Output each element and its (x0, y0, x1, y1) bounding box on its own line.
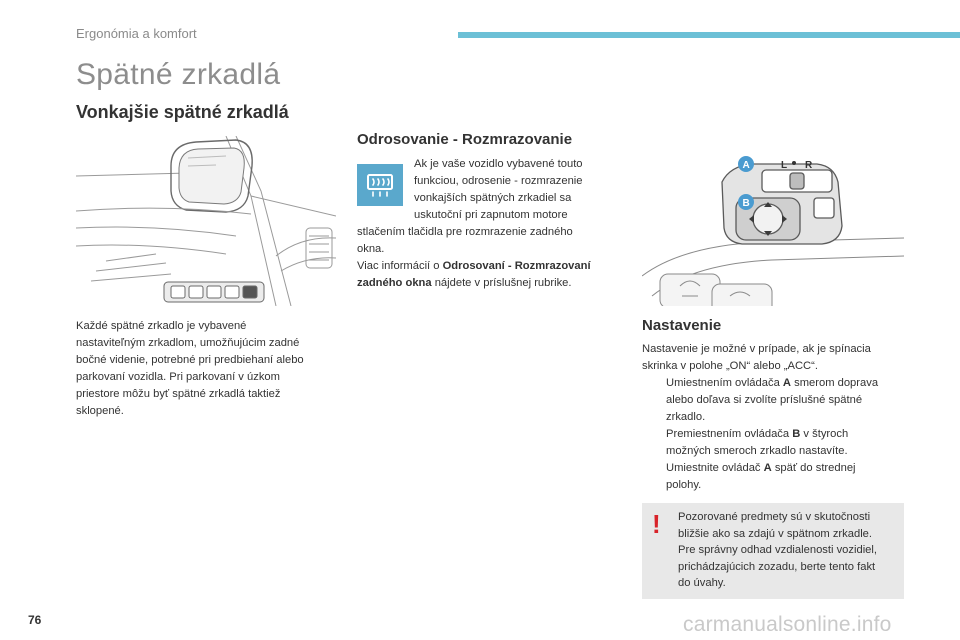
step-text: Umiestnením ovládača (666, 377, 783, 389)
label-r: R (805, 160, 813, 171)
defrost-line: Ak je vaše vozidlo vybavené touto (414, 158, 583, 170)
step-text: alebo doľava si zvolíte príslušné spätné (666, 394, 863, 406)
intro-line: nastaviteľným zrkadlom, umožňujúcim zadné (76, 337, 300, 349)
defrost-line: okna. (357, 243, 385, 255)
step-key: B (792, 428, 801, 440)
more-suffix: nájdete v príslušnej rubrike. (431, 277, 572, 289)
warning-line: Pozorované predmety sú v skutočnosti (678, 511, 871, 523)
intro-line: bočné videnie, potrebné pri predbiehaní alebo (76, 354, 304, 366)
warning-line: Pre správny odhad vzdialenosti vozidiel, (678, 544, 877, 556)
warning-text (678, 509, 900, 592)
step-text: Premiestnením ovládača (666, 428, 793, 440)
intro-line: parkovaní vozidla. Pri parkovaní v úzkom (76, 371, 280, 383)
step-text: Umiestnite ovládač (666, 462, 764, 474)
step-text: v štyroch (800, 428, 849, 440)
adjust-text (642, 341, 910, 494)
step-key: A (763, 462, 772, 474)
defrost-text-beside-icon (414, 156, 624, 224)
defrost-line: funkciou, odrosenie - rozmrazenie (414, 175, 583, 187)
section-label: Ergonómia a komfort (76, 26, 197, 41)
warning-line: do úvahy. (678, 577, 726, 589)
defrost-more-info-2 (357, 275, 627, 292)
adjust-step (642, 460, 910, 494)
defrost-more-info (357, 258, 627, 275)
defrost-line: stlačením tlačidla pre rozmrazenie zadného (357, 226, 573, 238)
step-text: polohy. (666, 479, 702, 491)
intro-text (76, 318, 336, 420)
defrost-line: uskutoční pri zapnutom motore (414, 209, 568, 221)
step-text: zrkadlo. (666, 411, 706, 423)
defrost-icon-box (357, 164, 403, 206)
callout-b-label: B (742, 198, 750, 209)
warning-note (642, 503, 904, 599)
watermark: carmanualsonline.info (683, 613, 892, 636)
adjust-step (642, 426, 910, 460)
more-bold: Odrosovaní - Rozmrazovaní (442, 260, 591, 272)
more-prefix: Viac informácií o (357, 260, 443, 272)
adjust-steps (642, 375, 910, 494)
defrost-line: vonkajších spätných zrkadiel sa (414, 192, 572, 204)
defrost-text (357, 224, 627, 292)
intro-line: Každé spätné zrkadlo je vybavené (76, 320, 247, 332)
section-subtitle: Vonkajšie spätné zrkadlá (76, 102, 289, 122)
mirror-illustration (76, 136, 336, 306)
switch-illustration (642, 146, 904, 306)
adjust-step (642, 375, 910, 426)
mirror-drawing (76, 136, 336, 306)
rear-defrost-icon (365, 172, 395, 198)
adjust-intro-line: skrinka v polohe „ON“ alebo „ACC“. (642, 360, 818, 372)
step-text: späť do strednej (771, 462, 856, 474)
switch-drawing (642, 146, 904, 306)
step-key: A (782, 377, 791, 389)
accent-bar (458, 32, 960, 38)
warning-icon: ! (652, 509, 661, 539)
step-text: smerom doprava (791, 377, 879, 389)
warning-line: prichádzajúcich zozadu, berte tento fakt (678, 560, 876, 573)
more-bold: zadného okna (357, 277, 432, 289)
defrost-heading: Odrosovanie - Rozmrazovanie (357, 131, 573, 148)
intro-line: priestore môžu byť spätné zrkadlá taktiež (76, 388, 281, 400)
warning-line: bližšie ako sa zdajú v spätnom zrkadle. (678, 527, 873, 540)
intro-line: sklopené. (76, 405, 124, 417)
page-title: Spätné zrkadlá (76, 58, 281, 91)
adjust-heading: Nastavenie (642, 317, 722, 334)
label-l: L (781, 160, 788, 171)
step-text: možných smeroch zrkadlo nastavíte. (666, 445, 848, 457)
adjust-intro-line: Nastavenie je možné v prípade, ak je spínacia (642, 343, 871, 355)
page-number: 76 (28, 613, 42, 627)
callout-a-label: A (742, 160, 750, 171)
